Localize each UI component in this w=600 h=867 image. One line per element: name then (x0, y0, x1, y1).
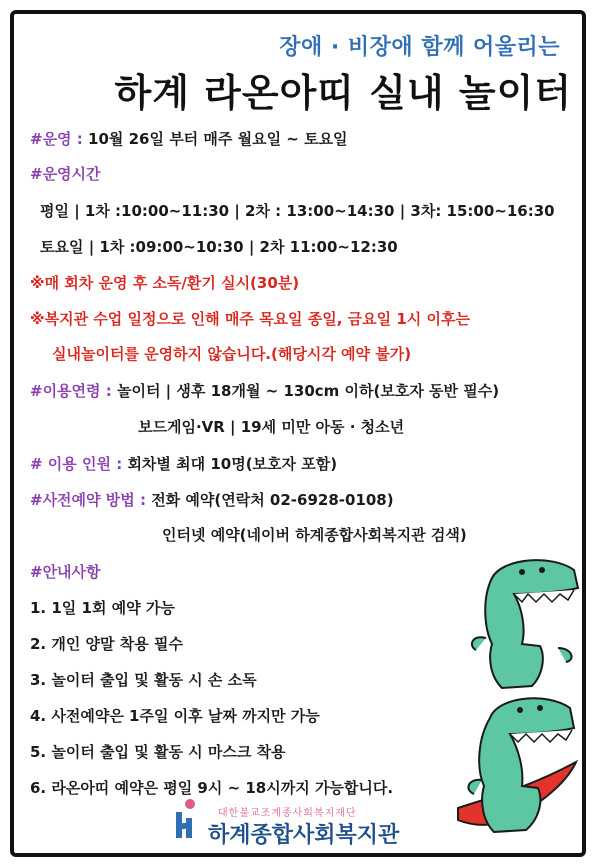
guide-label: #안내사항 (30, 563, 101, 581)
notice-line-1: ※매 회차 운영 후 소독/환기 실시(30분) (30, 274, 300, 292)
operation-label: #운영 : (30, 130, 83, 148)
guide-item: 1. 1일 1회 예약 가능 (30, 599, 175, 617)
guide-item: 6. 라온아띠 예약은 평일 9시 ~ 18시까지 가능합니다. (30, 779, 394, 797)
hours-label: #운영시간 (30, 165, 101, 183)
capacity-row (30, 453, 337, 474)
reservation-line-2: 인터넷 예약(네이버 하계종합사회복지관 검색) (162, 526, 467, 544)
operation-value: 10월 26일 부터 매주 월요일 ~ 토요일 (88, 130, 348, 148)
notice-line-3: 실내놀이터를 운영하지 않습니다.(해당시각 예약 불가) (52, 345, 412, 363)
welfare-center-logo-icon (172, 798, 204, 842)
footer-foundation: 대한불교조계종사회복지재단 (218, 808, 357, 819)
notice-line-2: ※복지관 수업 일정으로 인해 매주 목요일 종일, 금요일 1시 이후는 (30, 310, 470, 328)
footer-organization: 하계종합사회복지관 (208, 823, 400, 848)
capacity-label: # 이용 인원 : (30, 455, 123, 473)
guide-item: 2. 개인 양말 착용 필수 (30, 635, 183, 653)
reservation-line-1: 전화 예약(연락처 02-6928-0108) (151, 491, 394, 509)
operation-row (30, 128, 348, 149)
poster-subtitle: 장애 · 비장애 함께 어울리는 (279, 35, 560, 60)
poster-title: 하계 라온아띠 실내 놀이터 (114, 71, 572, 115)
guide-item: 5. 놀이터 출입 및 활동 시 마스크 착용 (30, 743, 286, 761)
hours-weekday: 평일 | 1차 :10:00~11:30 | 2차 : 13:00~14:30 | 3차: 15:00~16:30 (40, 202, 555, 220)
crocodile-mascot-top (462, 548, 586, 696)
reservation-row (30, 489, 394, 510)
age-label: #이용연령 : (30, 382, 112, 400)
guide-item: 3. 놀이터 출입 및 활동 시 손 소독 (30, 671, 257, 689)
crocodile-mascot-bottom (398, 688, 588, 858)
reservation-label: #사전예약 방법 : (30, 491, 146, 509)
guide-item: 4. 사전예약은 1주일 이후 날짜 까지만 가능 (30, 707, 320, 725)
hours-saturday: 토요일 | 1차 :09:00~10:30 | 2차 11:00~12:30 (40, 238, 398, 256)
capacity-value: 회차별 최대 10명(보호자 포함) (127, 455, 338, 473)
age-row (30, 380, 499, 401)
age-line-2: 보드게임·VR | 19세 미만 아동 · 청소년 (138, 418, 405, 436)
age-line-1: 놀이터 | 생후 18개월 ~ 130cm 이하(보호자 동반 필수) (116, 382, 500, 400)
